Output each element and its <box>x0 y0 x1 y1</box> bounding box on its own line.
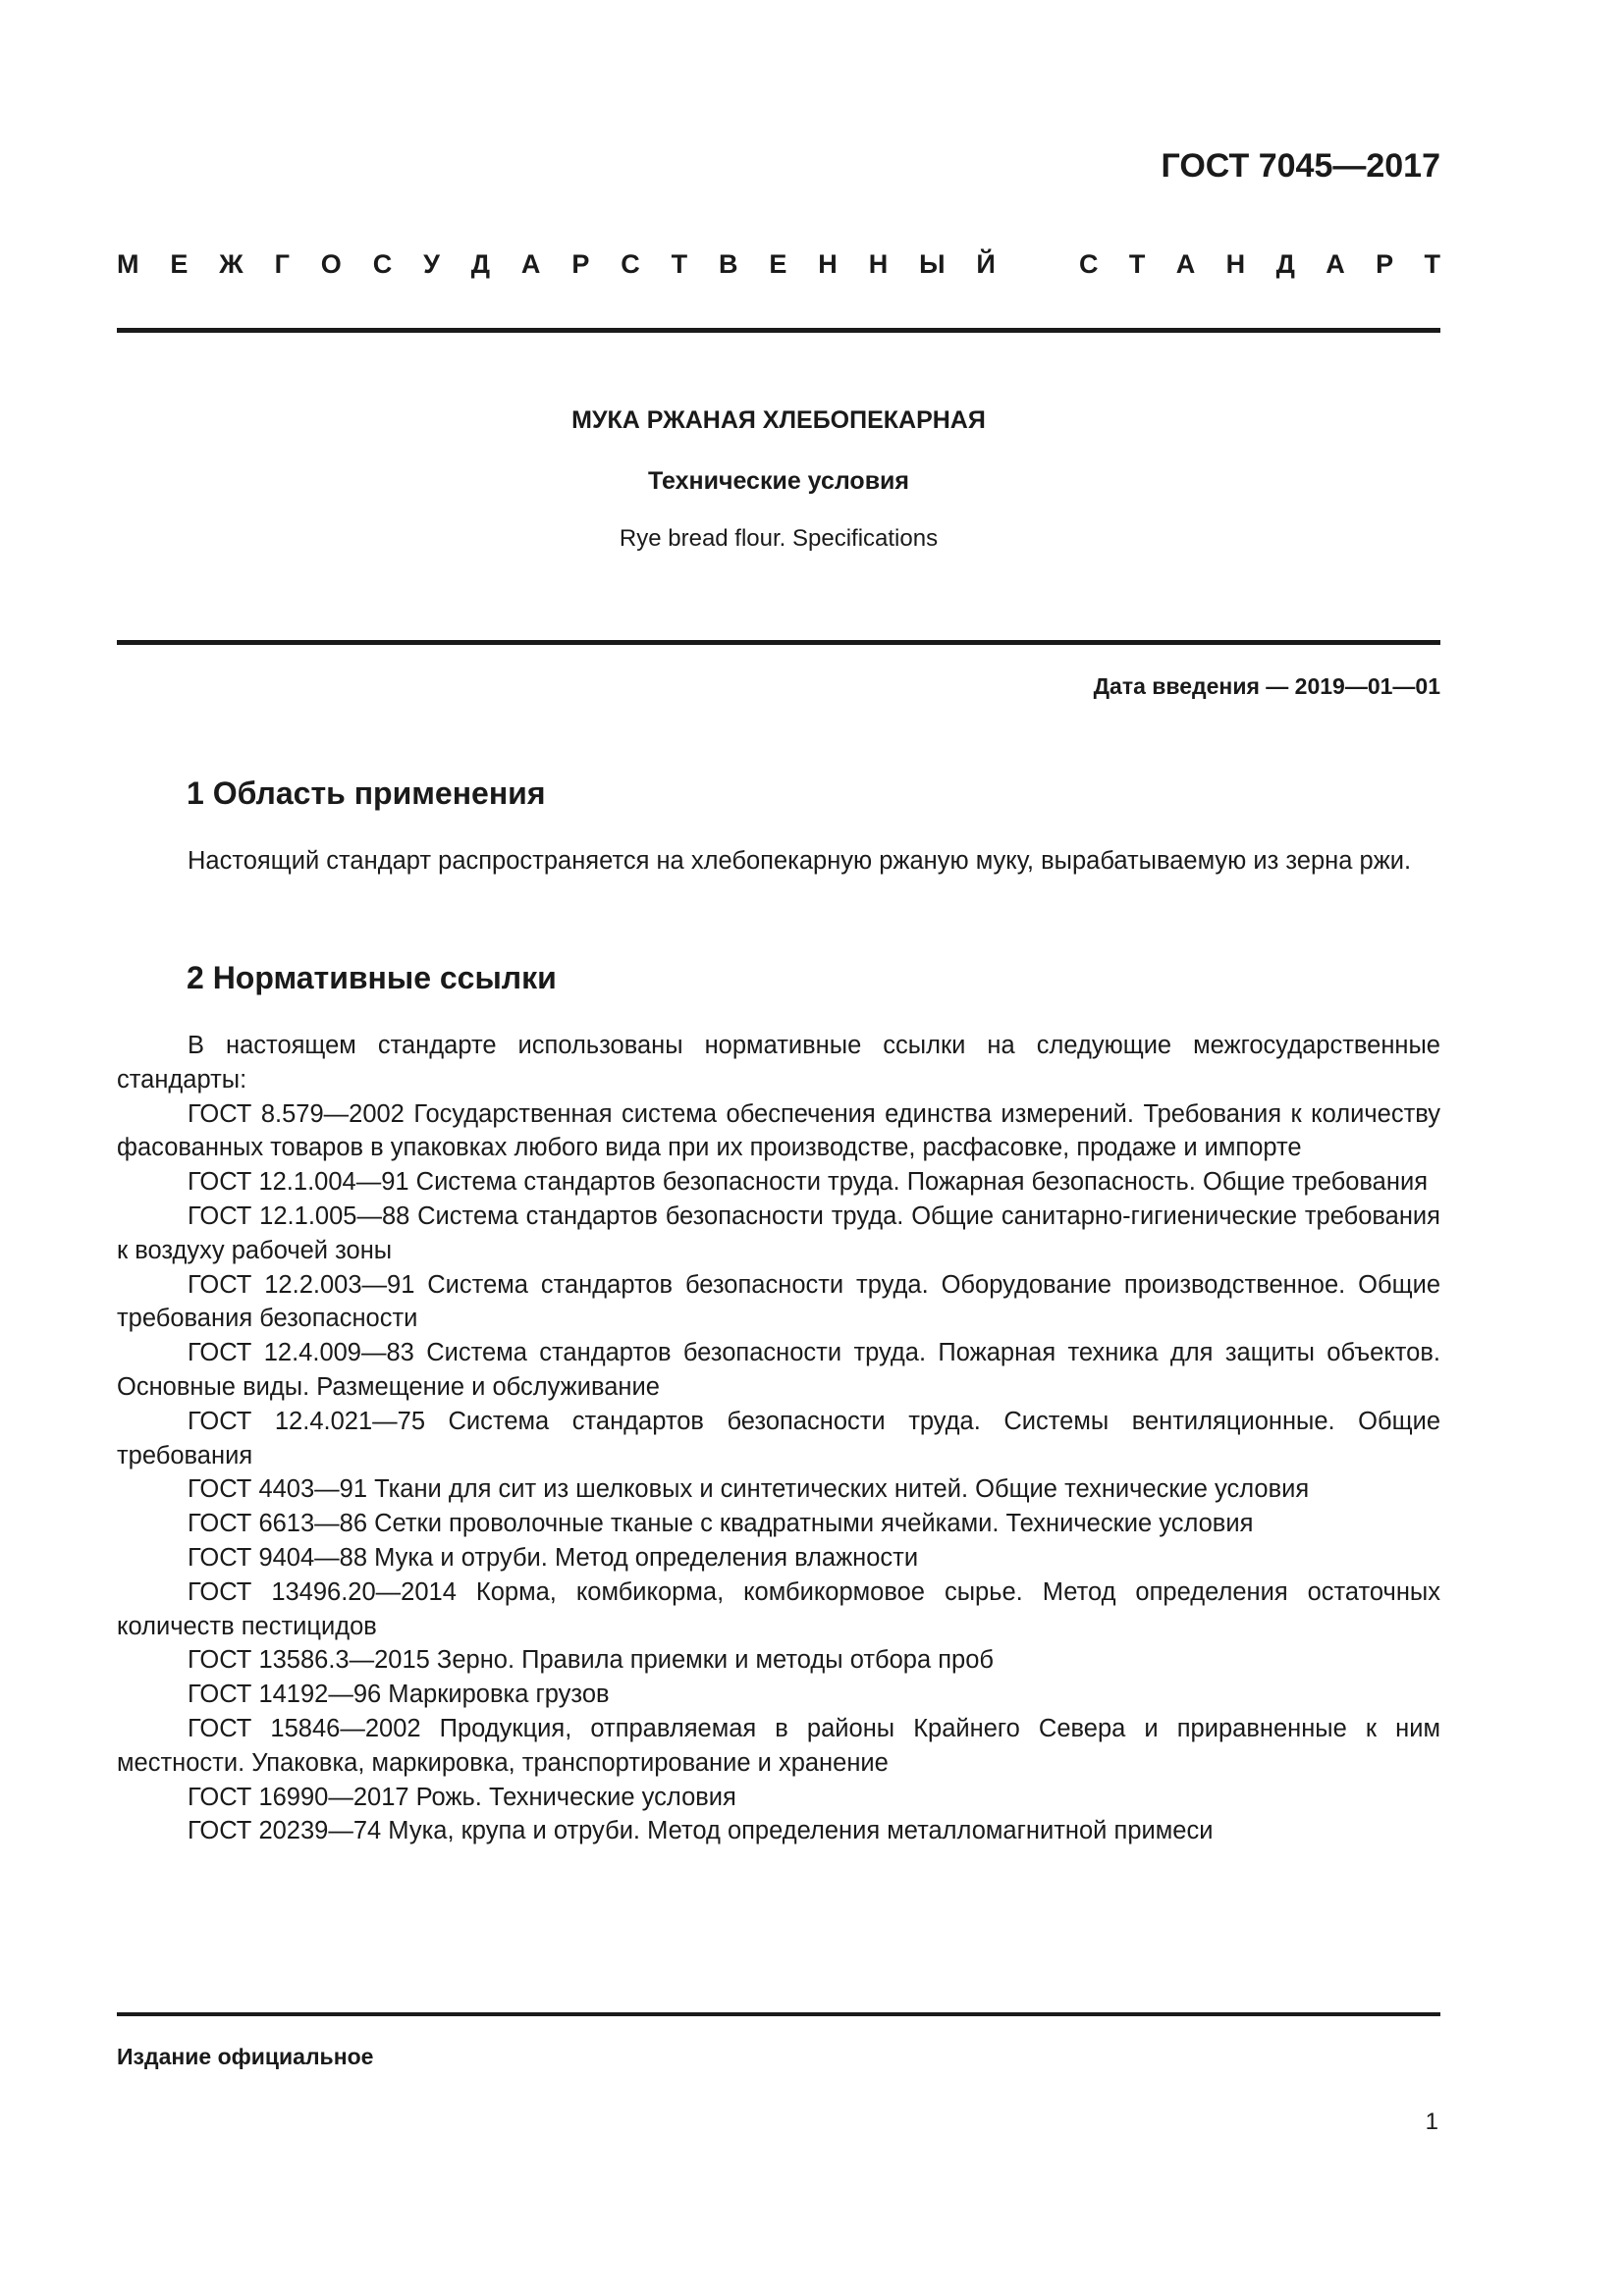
band_word_1-letter: Н <box>868 249 889 279</box>
page-number: 1 <box>1425 2109 1438 2135</box>
reference-entry: ГОСТ 4403—91 Ткани для сит из шелковых и синтетических нитей. Общие технические условия <box>188 1475 1310 1504</box>
band_word_1-letter: Р <box>571 249 590 279</box>
document-title: МУКА РЖАНАЯ ХЛЕБОПЕКАРНАЯ <box>571 406 986 434</box>
standard-number: ГОСТ 7045—2017 <box>1161 147 1440 185</box>
band_word_2-letter: Н <box>1225 249 1246 279</box>
band_word_1-letter: А <box>520 249 541 279</box>
band_word_1-letter: О <box>320 249 342 279</box>
reference-entry: ГОСТ 16990—2017 Рожь. Технические условия <box>188 1783 736 1811</box>
band-word-interstate <box>117 249 996 280</box>
introduction-date: Дата введения — 2019—01—01 <box>1093 673 1440 699</box>
section-heading-scope: 1 Область применения <box>187 775 546 811</box>
band_word_1-letter: У <box>423 249 440 279</box>
band_word_1-letter: Ы <box>919 249 946 279</box>
reference-entry: ГОСТ 9404—88 Мука и отруби. Метод определения влажности <box>188 1543 919 1572</box>
band_word_1-letter: Е <box>170 249 189 279</box>
reference-entry: ГОСТ 12.1.005—88 Система стандартов безопасности труда. Общие санитарно-гигиенические требования к воздуху рабочей зоны <box>117 1201 1440 1264</box>
band_word_2-letter: Т <box>1424 249 1440 279</box>
band_word_1-letter: Д <box>470 249 491 279</box>
reference-entry: ГОСТ 8.579—2002 Государственная система обеспечения единства измерений. Требования к количеству фасованных товаров в упаковках любого вида при их производстве, расфасовке, продаже и импорте <box>117 1099 1440 1162</box>
band-word-standard <box>1079 249 1440 280</box>
band_word_2-letter: С <box>1079 249 1099 279</box>
band_word_1-letter: М <box>117 249 139 279</box>
band_word_1-letter: Н <box>818 249 838 279</box>
band_word_2-letter: А <box>1326 249 1345 279</box>
paragraph: Настоящий стандарт распространяется на хлебопекарную ржаную муку, вырабатываемую из зерна ржи. <box>188 847 1412 875</box>
middle-rule <box>117 640 1440 645</box>
band_word_2-letter: Д <box>1275 249 1295 279</box>
reference-entry: ГОСТ 12.1.004—91 Система стандартов безопасности труда. Пожарная безопасность. Общие требования <box>188 1168 1428 1197</box>
reference-entry: ГОСТ 12.4.009—83 Система стандартов безопасности труда. Пожарная техника для защиты объектов. Основные виды. Размещение и обслуживание <box>117 1339 1440 1401</box>
section-body-scope <box>117 844 1440 879</box>
reference-entry: ГОСТ 13496.20—2014 Корма, комбикорма, комбикормовое сырье. Метод определения остаточных количеств пестицидов <box>117 1577 1440 1640</box>
top-rule <box>117 328 1440 333</box>
reference-entry: ГОСТ 12.4.021—75 Система стандартов безопасности труда. Системы вентиляционные. Общие требования <box>117 1407 1440 1469</box>
section-heading-references: 2 Нормативные ссылки <box>187 960 557 995</box>
band_word_1-letter: Г <box>274 249 290 279</box>
reference-entry: ГОСТ 14192—96 Маркировка грузов <box>188 1681 610 1709</box>
paragraph: В настоящем стандарте использованы нормативные ссылки на следующие межгосударственные стандарты: <box>117 1032 1440 1094</box>
document-subtitle: Технические условия <box>647 467 910 495</box>
reference-entry: ГОСТ 15846—2002 Продукция, отправляемая в районы Крайнего Севера и приравненные к ним местности. Упаковка, маркировка, транспортирование и хранение <box>117 1714 1440 1777</box>
band_word_1-letter: С <box>372 249 393 279</box>
official-edition-label: Издание официальное <box>117 2044 374 2069</box>
band_word_2-letter: Р <box>1376 249 1394 279</box>
band_word_2-letter: А <box>1175 249 1196 279</box>
reference-entry: ГОСТ 13586.3—2015 Зерно. Правила приемки и методы отбора проб <box>188 1646 995 1675</box>
band_word_2-letter: Т <box>1128 249 1146 279</box>
reference-entry: ГОСТ 12.2.003—91 Система стандартов безопасности труда. Оборудование производственное. Общие требования безопасности <box>117 1270 1440 1333</box>
section-body-references <box>117 1029 1440 1848</box>
interstate-standard-band <box>117 249 1440 280</box>
band_word_1-letter: Ж <box>219 249 244 279</box>
bottom-rule <box>117 2012 1440 2016</box>
document-title-english: Rye bread flour. Specifications <box>619 525 939 552</box>
band_word_1-letter: Е <box>769 249 787 279</box>
band_word_1-letter: С <box>621 249 640 279</box>
band_word_1-letter: В <box>719 249 738 279</box>
reference-entry: ГОСТ 6613—86 Сетки проволочные тканые с квадратными ячейками. Технические условия <box>188 1510 1254 1538</box>
band_word_1-letter: Т <box>671 249 688 279</box>
band_word_1-letter: Й <box>976 249 996 279</box>
reference-entry: ГОСТ 20239—74 Мука, крупа и отруби. Метод определения металломагнитной примеси <box>188 1817 1214 1845</box>
